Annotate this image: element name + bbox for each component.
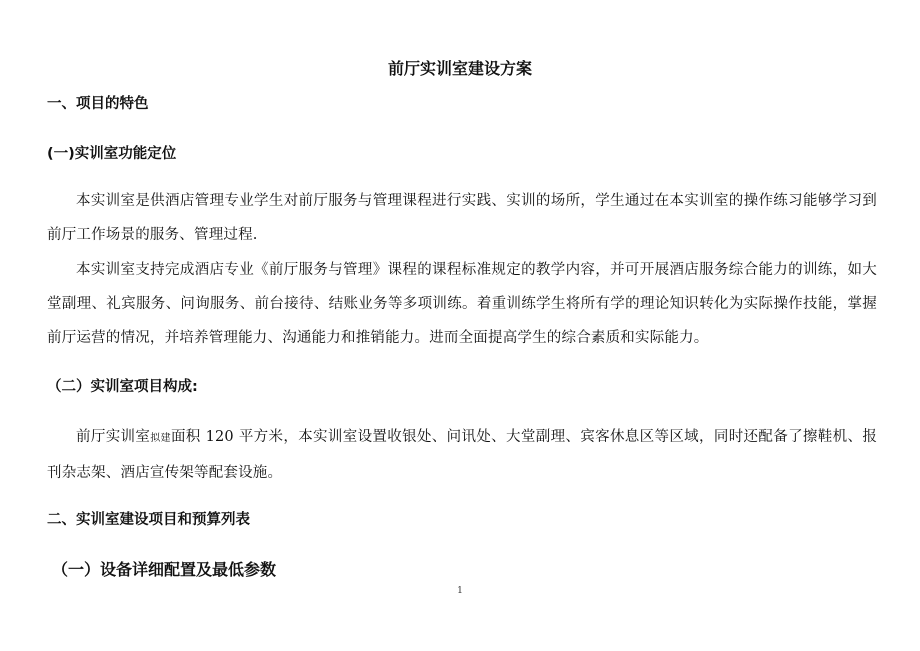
section-heading-features: 一、项目的特色 (47, 96, 149, 112)
paragraph-function-1: 本实训室是供酒店管理专业学生对前厅服务与管理课程进行实践、实训的场所，学生通过在本实训室的操作练习能够学习到前厅工作场景的服务、管理过程. (47, 193, 877, 243)
paragraph-composition (47, 420, 877, 490)
paragraph-composition-rest: 面积 120 平方米，本实训室设置收银处、问讯处、大堂副理、宾客休息区等区域，同时还配备了擦鞋机、报刊杂志架、酒店宣传架等配套设施。 (47, 429, 878, 481)
subsection-heading-equipment: （一）设备详细配置及最低参数 (52, 560, 277, 579)
paragraph-composition-small: 拟建 (150, 433, 171, 444)
paragraph-function-2: 本实训室支持完成酒店专业《前厅服务与管理》课程的课程标准规定的教学内容，并可开展酒店服务综合能力的训练，如大堂副理、礼宾服务、问询服务、前台接待、结账业务等多项训练。着重训练学生将所有学的理论知识转化为实际操作技能，掌握前厅运营的情况，并培养管理能力、沟通能力和推销能力。进而全面提高学生的综合素质和实际能力。 (47, 262, 877, 346)
section-heading-budget: 二、实训室建设项目和预算列表 (47, 512, 250, 528)
subsection-heading-composition: （二）实训室项目构成: (47, 379, 198, 395)
paragraph-composition-start: 前厅实训室 (76, 429, 151, 445)
page-number: 1 (457, 586, 463, 596)
document-title: 前厅实训室建设方案 (387, 59, 532, 78)
subsection-heading-function: (一)实训室功能定位 (47, 146, 177, 162)
